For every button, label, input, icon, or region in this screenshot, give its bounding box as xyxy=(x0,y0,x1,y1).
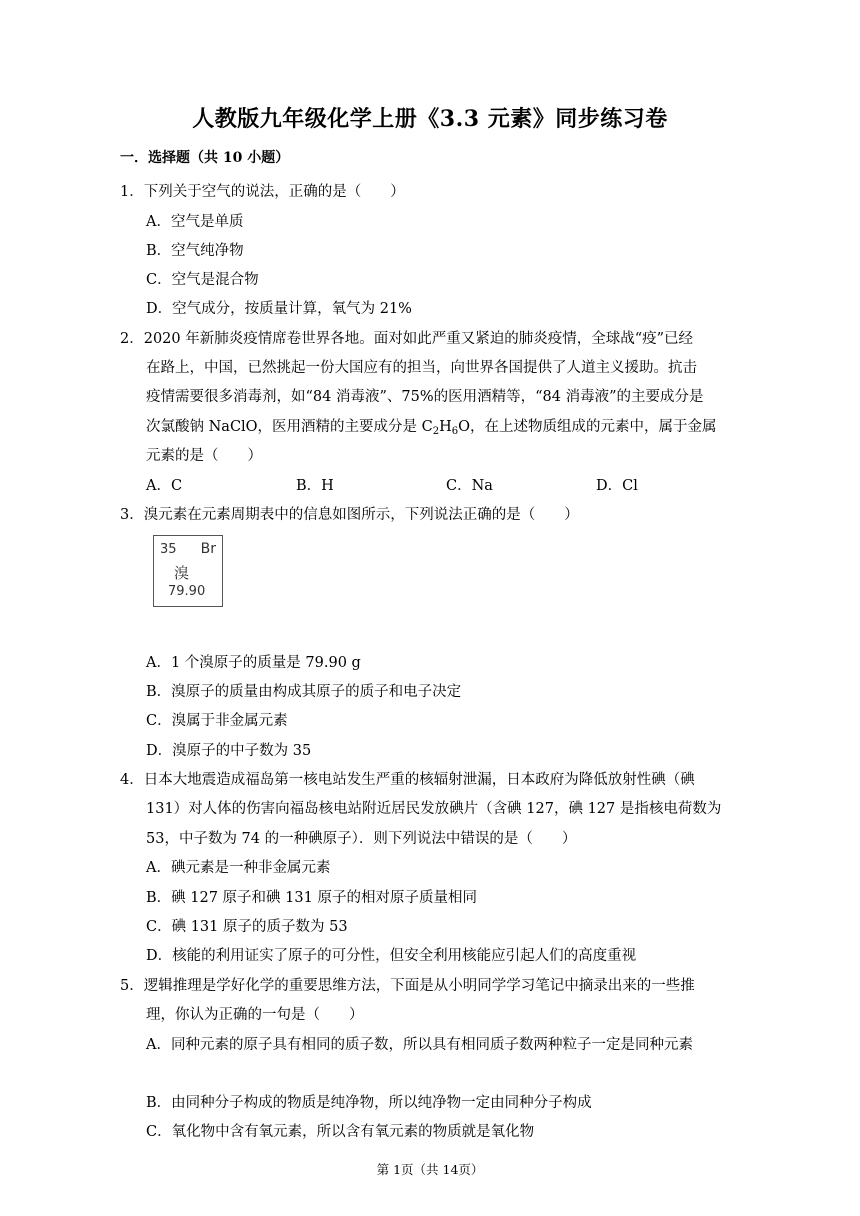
question-2-line-5: 元素的是（ ） xyxy=(146,448,262,464)
question-2-line-2: 在路上，中国，已然挑起一份大国应有的担当，向世界各国提供了人道主义援助。抗击 xyxy=(146,360,697,376)
question-2-line-3: 疫情需要很多消毒剂，如“84 消毒液”、75%的医用酒精等，“84 消毒液”的主要成分是 xyxy=(146,389,704,405)
subscript-2: 2 xyxy=(432,426,440,437)
question-2-option-a: A．C xyxy=(146,478,183,494)
question-1-stem: 1．下列关于空气的说法，正确的是（ ） xyxy=(120,184,405,200)
element-name: 溴 xyxy=(174,564,190,582)
page-footer: 第 1页（共 14页） xyxy=(376,1162,484,1177)
section-heading: 一．选择题（共 10 小题） xyxy=(120,150,290,166)
question-2-option-c: C．Na xyxy=(446,478,493,494)
question-2-option-d: D．Cl xyxy=(596,478,638,494)
question-2-line-4-part-3: O，在上述物质组成的元素中，属于金属 xyxy=(458,419,717,435)
question-1-option-c: C．空气是混合物 xyxy=(146,272,259,288)
question-4-option-c: C．碘 131 原子的质子数为 53 xyxy=(146,919,348,935)
question-2-option-b: B．H xyxy=(296,478,334,494)
question-4-option-b: B．碘 127 原子和碘 131 原子的相对原子质量相同 xyxy=(146,890,477,906)
question-1-option-d: D．空气成分，按质量计算，氧气为 21% xyxy=(146,301,412,317)
page-title: 人教版九年级化学上册《3.3 元素》同步练习卷 xyxy=(192,106,668,132)
question-4-line-3: 53，中子数为 74 的一种碘原子）．则下列说法中错误的是（ ） xyxy=(146,831,577,847)
question-4-line-1: 4．日本大地震造成福岛第一核电站发生严重的核辐射泄漏，日本政府为降低放射性碘（碘 xyxy=(120,772,695,788)
question-1-option-b: B．空气纯净物 xyxy=(146,243,244,259)
question-4-option-d: D．核能的利用证实了原子的可分性，但安全利用核能应引起人们的高度重视 xyxy=(146,948,637,964)
question-3-option-a: A．1 个溴原子的质量是 79.90 g xyxy=(146,655,361,671)
question-3-stem: 3．溴元素在元素周期表中的信息如图所示，下列说法正确的是（ ） xyxy=(120,507,579,523)
question-5-line-1: 5．逻辑推理是学好化学的重要思维方法，下面是从小明同学学习笔记中摘录出来的一些推 xyxy=(120,978,695,994)
question-2-line-4-part-2: H xyxy=(439,419,452,435)
element-atomic-mass: 79.90 xyxy=(168,584,206,599)
question-5-option-c: C．氧化物中含有氧元素，所以含有氧元素的物质就是氧化物 xyxy=(146,1124,535,1140)
bromine-element-card xyxy=(153,535,223,607)
question-5-option-b: B．由同种分子构成的物质是纯净物，所以纯净物一定由同种分子构成 xyxy=(146,1095,592,1111)
question-3-option-c: C．溴属于非金属元素 xyxy=(146,713,288,729)
question-4-option-a: A．碘元素是一种非金属元素 xyxy=(146,860,331,876)
question-5-option-a: A．同种元素的原子具有相同的质子数，所以具有相同质子数两种粒子一定是同种元素 xyxy=(146,1037,693,1053)
question-2-line-4 xyxy=(146,415,717,437)
question-5-line-2: 理，你认为正确的一句是（ ） xyxy=(146,1007,364,1023)
question-2-options-row xyxy=(146,474,706,495)
question-2-line-4-part-1: 次氯酸钠 NaClO，医用酒精的主要成分是 C xyxy=(146,419,433,435)
question-3-option-d: D．溴原子的中子数为 35 xyxy=(146,743,312,759)
question-1-option-a: A．空气是单质 xyxy=(146,214,244,230)
question-4-line-2: 131）对人体的伤害向福岛核电站附近居民发放碘片（含碘 127，碘 127 是指核电荷数为 xyxy=(146,801,722,817)
subscript-6: 6 xyxy=(451,426,459,437)
question-2-line-1: 2．2020 年新肺炎疫情席卷世界各地。面对如此严重又紧迫的肺炎疫情，全球战“疫”已经 xyxy=(120,331,694,347)
question-3-option-b: B．溴原子的质量由构成其原子的质子和电子决定 xyxy=(146,684,462,700)
element-symbol: Br xyxy=(200,541,216,557)
element-atomic-number: 35 xyxy=(160,542,177,557)
